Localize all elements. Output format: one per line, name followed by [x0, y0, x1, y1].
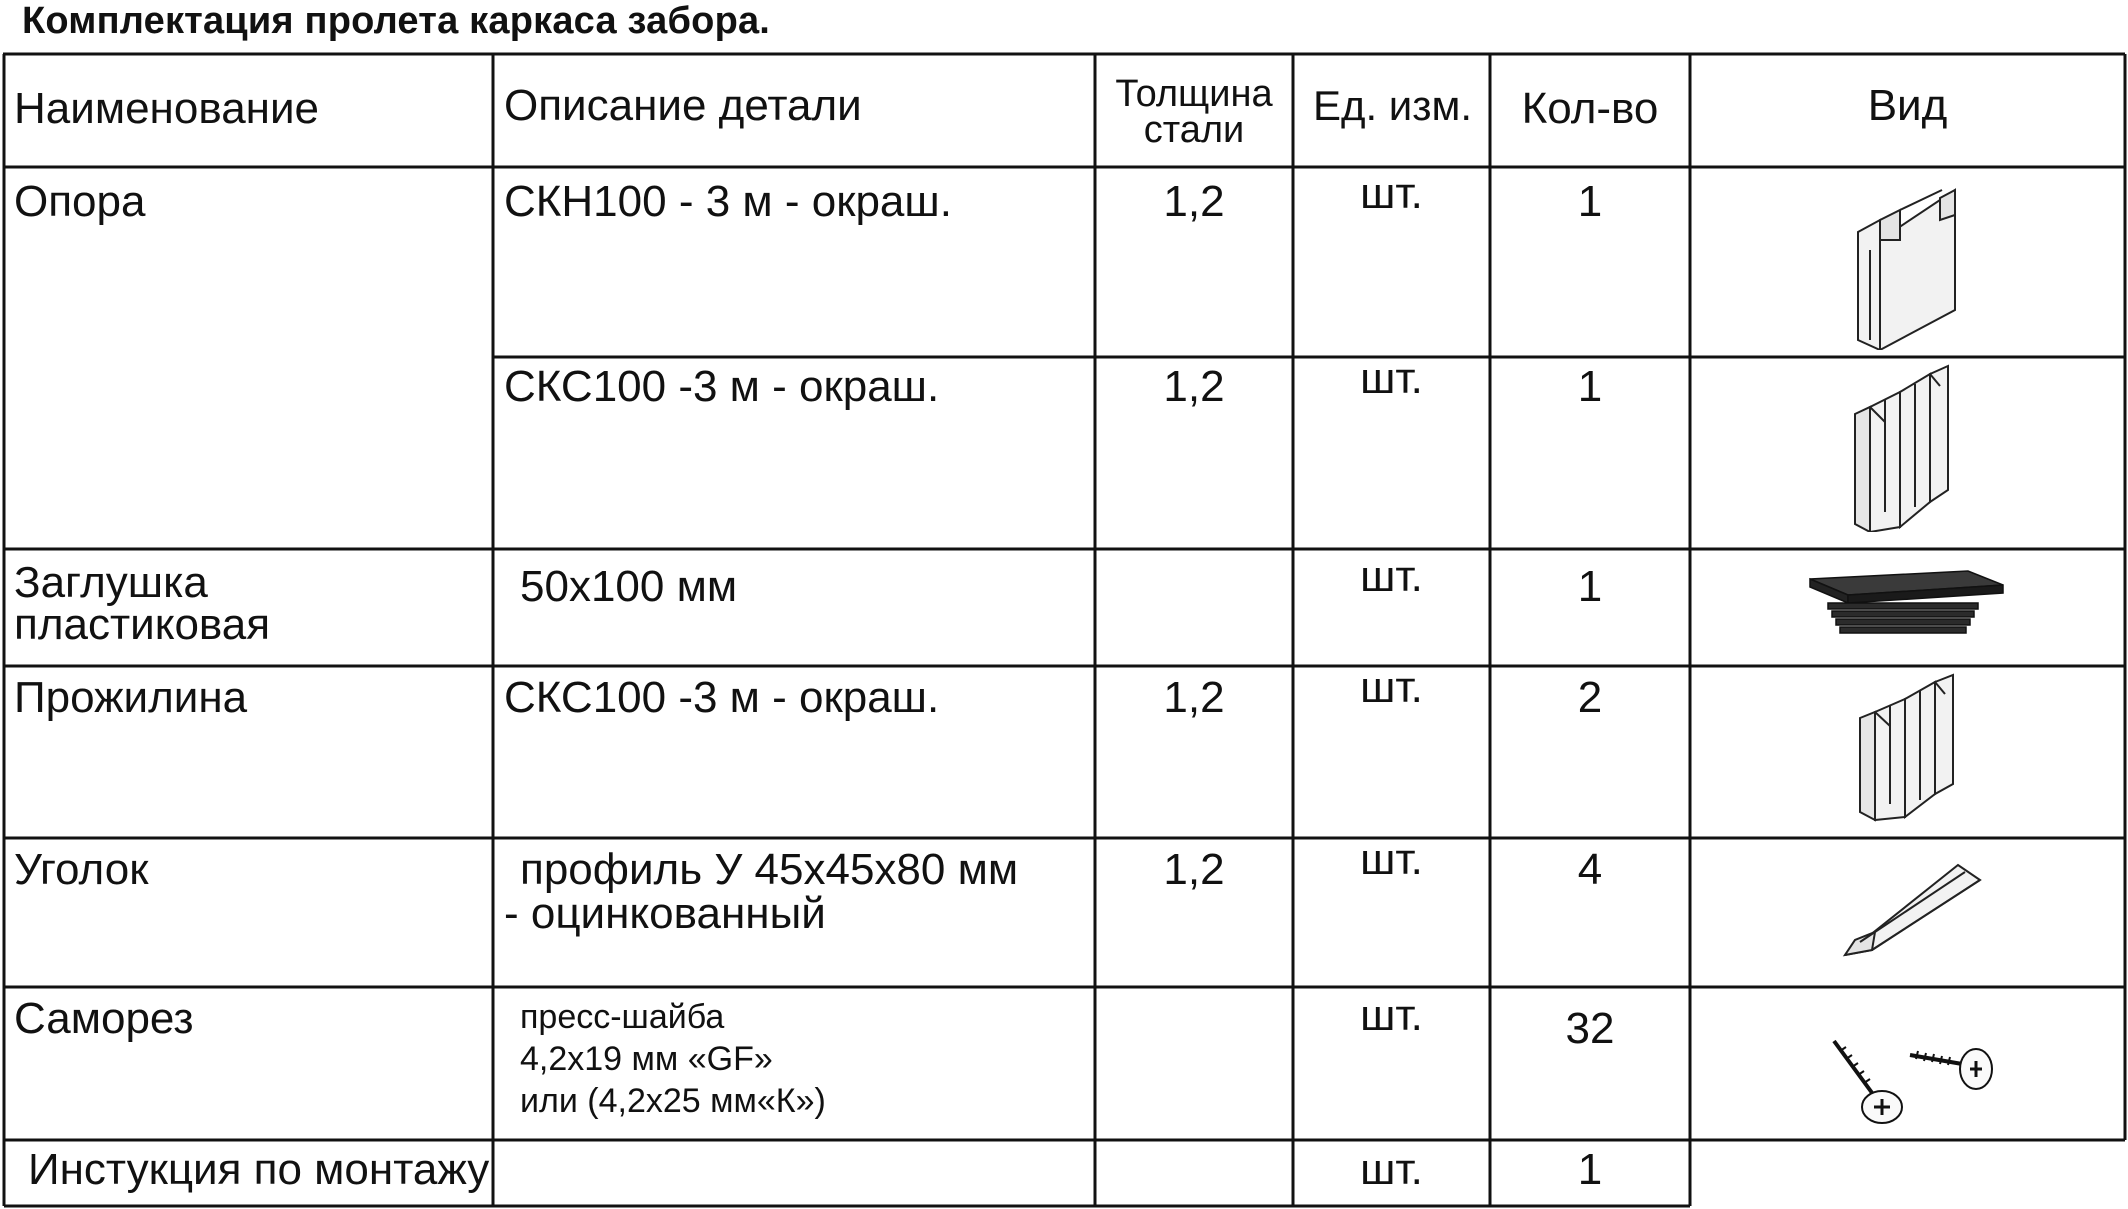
row-unit: шт. — [1360, 1145, 1423, 1194]
header-thickness-line2: стали — [1143, 109, 1245, 151]
row-qty: 1 — [1577, 1145, 1603, 1194]
row-description-line3: или (4,2х25 мм«К») — [520, 1082, 826, 1120]
row-thickness: 1,2 — [1163, 362, 1225, 411]
row-qty: 1 — [1577, 562, 1603, 611]
row-name: Опора — [14, 177, 146, 226]
row-qty: 2 — [1577, 673, 1603, 722]
row-unit: шт. — [1360, 835, 1423, 884]
plastic-cap-icon — [1808, 565, 2008, 645]
row-thickness: 1,2 — [1163, 845, 1225, 894]
row-name: Саморез — [14, 994, 194, 1043]
row-description — [504, 845, 1019, 938]
row-description: СКС100 -3 м - окраш. — [504, 362, 940, 411]
row-unit: шт. — [1360, 663, 1423, 712]
row-unit: шт. — [1360, 991, 1423, 1040]
row-unit: шт. — [1360, 552, 1423, 601]
row-description — [520, 996, 826, 1122]
row-name: Инстукция по монтажу — [28, 1145, 490, 1194]
screws-icon — [1830, 1035, 2000, 1130]
row-name: Прожилина — [14, 673, 248, 722]
row-thickness: 1,2 — [1163, 673, 1225, 722]
row-description-line2: - оцинкованный — [504, 889, 826, 938]
header-description: Описание детали — [504, 81, 862, 130]
row-qty: 32 — [1565, 1004, 1615, 1053]
c-profile-icon — [1850, 180, 1970, 350]
row-name — [14, 558, 271, 649]
row-qty: 1 — [1577, 362, 1603, 411]
row-description-line1: профиль У 45х45х80 мм — [520, 845, 1019, 894]
angle-profile-icon — [1840, 860, 1990, 960]
row-name: Уголок — [14, 845, 149, 894]
row-name-line2: пластиковая — [14, 600, 271, 649]
row-unit: шт. — [1360, 354, 1423, 403]
row-unit: шт. — [1360, 169, 1423, 218]
header-name: Наименование — [14, 84, 320, 133]
double-profile-icon — [1855, 672, 1965, 822]
header-qty: Кол-во — [1521, 84, 1659, 133]
row-description: СКН100 - 3 м - окраш. — [504, 177, 952, 226]
header-unit: Ед. изм. — [1312, 82, 1473, 129]
row-name-line1: Заглушка — [14, 558, 208, 607]
row-description-line2: 4,2х19 мм «GF» — [520, 1040, 773, 1078]
row-qty: 1 — [1577, 177, 1603, 226]
page-title: Комплектация пролета каркаса забора. — [22, 0, 771, 42]
header-thickness-line1: Толщина — [1115, 73, 1273, 115]
row-qty: 4 — [1577, 845, 1603, 894]
header-view: Вид — [1867, 81, 1948, 130]
row-description-line1: пресс-шайба — [520, 998, 725, 1036]
header-thickness — [1095, 73, 1293, 151]
row-description: 50x100 мм — [520, 562, 738, 611]
double-profile-icon — [1850, 362, 1960, 532]
row-description: СКС100 -3 м - окраш. — [504, 673, 940, 722]
row-thickness: 1,2 — [1163, 177, 1225, 226]
